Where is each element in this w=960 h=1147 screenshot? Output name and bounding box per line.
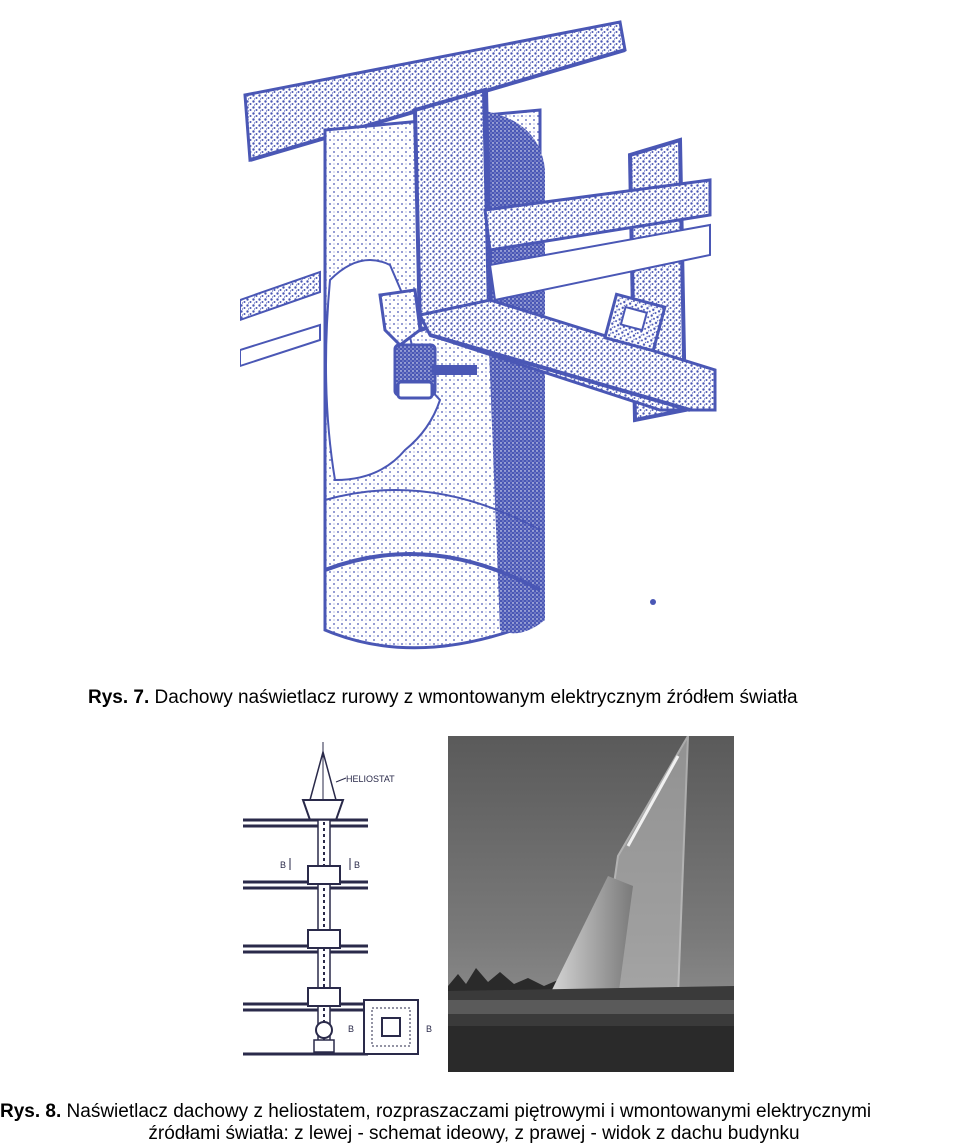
front-post xyxy=(415,90,490,330)
figure-7-caption-label: Rys. 7. xyxy=(88,687,150,708)
figure-8-caption-line1: Naświetlacz dachowy z heliostatem, rozpraszaczami piętrowymi i wmontowanymi elektrycznymi xyxy=(66,1101,872,1122)
floor-slabs xyxy=(243,820,368,1054)
figure-8-caption xyxy=(0,1101,960,1145)
lamp-icon xyxy=(316,1022,332,1038)
section-label-b: B xyxy=(426,1024,433,1034)
figure-8-caption-label: Rys. 8. xyxy=(0,1101,62,1122)
section-label-b: B xyxy=(280,860,287,870)
tube-skylight-illustration xyxy=(240,10,740,650)
section-label-b: B xyxy=(348,1024,355,1034)
figure-8-caption-line2: źródłami światła: z lewej - schemat ideowy, z prawej - widok z dachu budynku xyxy=(148,1123,800,1144)
section-label-b: B xyxy=(354,860,361,870)
figure-7-caption-text: Dachowy naświetlacz rurowy z wmontowanym elektrycznym źródłem światła xyxy=(154,687,798,708)
figure-7-drawing xyxy=(240,10,740,650)
figure-8-schematic xyxy=(238,742,433,1060)
figure-7-caption xyxy=(88,687,798,709)
rooftop-heliostat-photo xyxy=(448,736,734,1072)
heliostat-label: HELIOSTAT xyxy=(346,774,395,784)
heliostat-schematic xyxy=(238,742,433,1060)
figure-8-photo xyxy=(448,736,734,1072)
